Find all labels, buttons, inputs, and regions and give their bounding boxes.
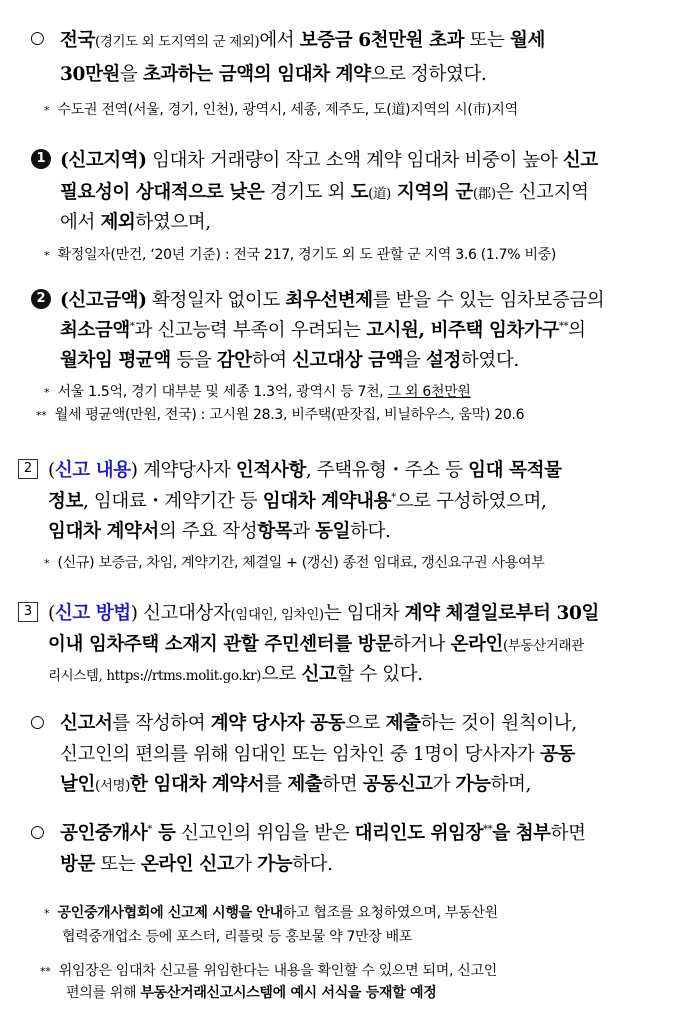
text: (郡) [472,186,496,202]
text: 확정일자 없이도 [146,290,286,311]
text: 를 [264,774,288,795]
para-line [60,346,519,372]
text-bold: 보증금 6천만원 초과 [299,30,465,51]
text-bold: 공인중개사 [60,823,148,844]
text-bold: 전국 [60,30,95,51]
footnote-text: 위임장은 임대차 신고를 위임한다는 내용을 확인할 수 있으면 되며, 신고인 [58,963,497,979]
para-line [60,208,211,234]
text-bold: 임대 목적물 [468,460,562,481]
text-bold: 을 첨부 [492,823,551,844]
text-bold: 공동신고 [362,774,433,795]
footnote-star: ** [40,965,51,978]
text-bold: 방문 [60,854,95,875]
para-line [48,599,599,625]
footnote [44,552,544,572]
text-bold: 가능 [257,854,293,875]
text-bold: 이내 임차주택 소재지 관할 주민센터를 방문 [48,634,393,655]
footnote-text: 편의를 위해 [66,985,141,1001]
footnote-star: * [44,249,50,262]
footnote-text: 월세 평균액(만원, 전국) : 고시원 28.3, 비주택(판잣집, 비닐하우스, 움막) 20.6 [54,407,525,423]
text-bold: 임대차 계약내용 [262,491,392,512]
text-bold: (신고금액) [60,290,147,311]
footnote-cont [62,926,412,946]
text: 가 [432,774,456,795]
para-line [60,178,589,204]
text-bold: 제출 [287,774,323,795]
text-bold: 도 [350,182,369,203]
filled-number-badge: 1 [31,149,51,169]
footnote-text: 서울 1.5억, 경기 대부분 및 세종 1.3억, 광역시 등 7천, [57,384,388,400]
footnote-cont [66,982,436,1002]
text-bold: 한 임대차 계약서 [129,774,265,795]
footnote-text: 협력중개업소 등에 포스터, 리플릿 등 홍보물 약 7만장 배포 [62,929,413,945]
text: ( [48,603,55,624]
text: 하며, [490,774,531,795]
text-bold: 필요성이 상대적으로 낮은 [60,182,265,203]
text-bold: 공동 [540,744,575,765]
text: 으로 정하였다. [370,64,487,85]
para-line [60,26,545,52]
footnote [44,381,471,401]
footnote-star: * [44,557,50,570]
text-bold: 계약 체결일로부터 30일 [404,603,599,624]
superscript-star: * [391,491,396,503]
para-line [60,286,604,312]
text-bold: 신고 [562,150,598,171]
para-line [60,819,586,845]
text: 과 [292,521,316,542]
text-bold: 대리인도 위임장 [354,823,483,844]
footnote-text-underlined: 그 외 6천만원 [387,384,471,400]
para-line [48,487,546,513]
footnote-text-bold: 부동산거래신고시스템에 예시 서식을 등재할 예정 [140,985,437,1001]
para-line [60,770,531,796]
text-bold: 지역의 군 [390,182,473,203]
text-bold: 월세 [509,30,545,51]
text-bold: (신고지역) [60,150,147,171]
para-line [48,456,562,482]
footnote-star: ** [36,409,47,422]
text: ) [130,603,138,624]
text: ( [48,460,55,481]
footnote-star: * [44,907,50,920]
text-bold: 항목 [257,521,293,542]
superscript-star: * [129,320,135,332]
text-bold: 30만원 [60,64,120,85]
para-line [60,146,598,172]
text-bold: 계약 당사자 공동 [210,713,346,734]
para-line [48,660,423,686]
text: 하는 것이 원칙이나, [420,713,577,734]
text: 하면 [550,823,586,844]
text: , 주택유형・주소 등 [305,460,469,481]
text: 신고인의 위임을 받은 [175,823,355,844]
footnote-text: 확정일자(만건, ‘20년 기준) : 전국 217, 경기도 외 도 관할 군 지역 3.6 (1.7% 비중) [57,247,557,263]
text-bold: 인적사항 [235,460,306,481]
text: 신고인의 편의를 위해 임대인 또는 임차인 중 1명이 당사자가 [60,744,541,765]
footnote-text: (신규) 보증금, 차임, 계약기간, 체결일 + (갱신) 종전 임대료, 갱신요구권 사용여부 [57,555,545,571]
footnote [44,902,498,922]
text-bold: 온라인 [450,634,504,655]
text: 으로 구성하였으며, [395,491,547,512]
text: 하면 [322,774,363,795]
text: 하거나 [392,634,451,655]
text: 하다. [350,521,391,542]
para-line [48,517,391,543]
footnote-text: 수도권 전역(서울, 경기, 인천), 광역시, 세종, 제주도, 도(道)지역의 시(市)지역 [57,102,518,118]
text: 으로 [261,664,302,685]
text: (임대인, 임차인) [230,607,324,623]
footnote [44,244,556,264]
filled-number-badge: 2 [31,289,51,309]
text: 에서 [259,30,300,51]
circle-bullet: ○ [30,822,45,842]
text: 의 주요 작성 [158,521,258,542]
boxed-number: 3 [18,602,38,622]
text: 하였다. [460,350,519,371]
text: 신고대상자 [137,603,231,624]
text: 가 [234,854,258,875]
footnote-text-bold: 공인중개사협회에 신고제 시행을 안내 [57,905,283,921]
text-bold: 최소금액 [60,320,130,341]
text-bold: 날인 [60,774,95,795]
text: 임대차 거래량이 작고 소액 계약 임대차 비중이 높아 [146,150,563,171]
text-bold: 초과하는 금액의 임대차 계약 [142,64,371,85]
para-line [60,740,575,766]
text-bold: 동일 [315,521,351,542]
text-bold: 설정 [426,350,461,371]
text: 리시스템, https://rtms.molit.go.kr) [48,668,262,684]
text-bold: 온라인 신고 [140,854,235,875]
footnote [44,99,518,119]
text: 하였으며, [135,212,211,233]
text-bold: 고시원, 비주택 임차가구 [366,320,559,341]
text-bold: 가능 [455,774,491,795]
text: 에서 [60,212,101,233]
text: (서명) [94,778,130,794]
text: , 임대료・계약기간 등 [82,491,263,512]
footnote-text: 하고 협조를 요청하였으며, 부동산원 [282,905,498,921]
text-bold: 제외 [100,212,136,233]
boxed-number: 2 [18,459,38,479]
text-bold-blue: 신고 방법 [54,603,131,624]
text: 할 수 있다. [336,664,423,685]
text: 을 [119,64,143,85]
para-line [48,630,584,656]
text-bold-blue: 신고 내용 [54,460,131,481]
footnote-star: * [44,386,50,399]
text: ) [130,460,138,481]
para-line [60,316,586,342]
superscript-star: * [147,823,152,835]
circle-bullet: ○ [30,712,45,732]
text-bold: 등 [151,823,176,844]
text: 는 임대차 [323,603,405,624]
text: 등을 [170,350,217,371]
text-bold: 감안 [216,350,252,371]
circle-bullet: ○ [30,28,45,48]
text: 경기도 외 [264,182,351,203]
text: 하여 [251,350,293,371]
para-line [60,709,577,735]
text-bold: 신고 [301,664,337,685]
text: 은 신고지역 [495,182,589,203]
text: (경기도 외 도지역의 군 제외) [94,34,260,50]
text: 를 작성하여 [112,713,211,734]
text-bold: 임대차 계약서 [48,521,159,542]
para-line [60,60,486,86]
text-bold: 신고대상 금액 [292,350,404,371]
text-bold: 정보 [48,491,83,512]
text-bold: 월차임 평균액 [60,350,171,371]
text-bold: 제출 [385,713,421,734]
text-bold: 최우선변제 [285,290,373,311]
text: (부동산거래관 [503,638,584,654]
superscript-star: ** [483,823,493,835]
text: 으로 [345,713,386,734]
text-bold: 신고서 [60,713,113,734]
text: 을 [403,350,426,371]
text: 계약당사자 [137,460,236,481]
text: 하다. [292,854,333,875]
footnote-star: * [44,104,50,117]
para-line [60,850,333,876]
text: 를 받을 수 있는 임차보증금의 [372,290,605,311]
footnote [36,404,524,424]
text: 또는 [94,854,141,875]
superscript-star: ** [558,320,569,332]
text: 의 [568,320,586,341]
text: 과 신고능력 부족이 우려되는 [134,320,367,341]
text: 또는 [464,30,510,51]
text: (道) [368,186,391,202]
footnote [40,960,497,980]
